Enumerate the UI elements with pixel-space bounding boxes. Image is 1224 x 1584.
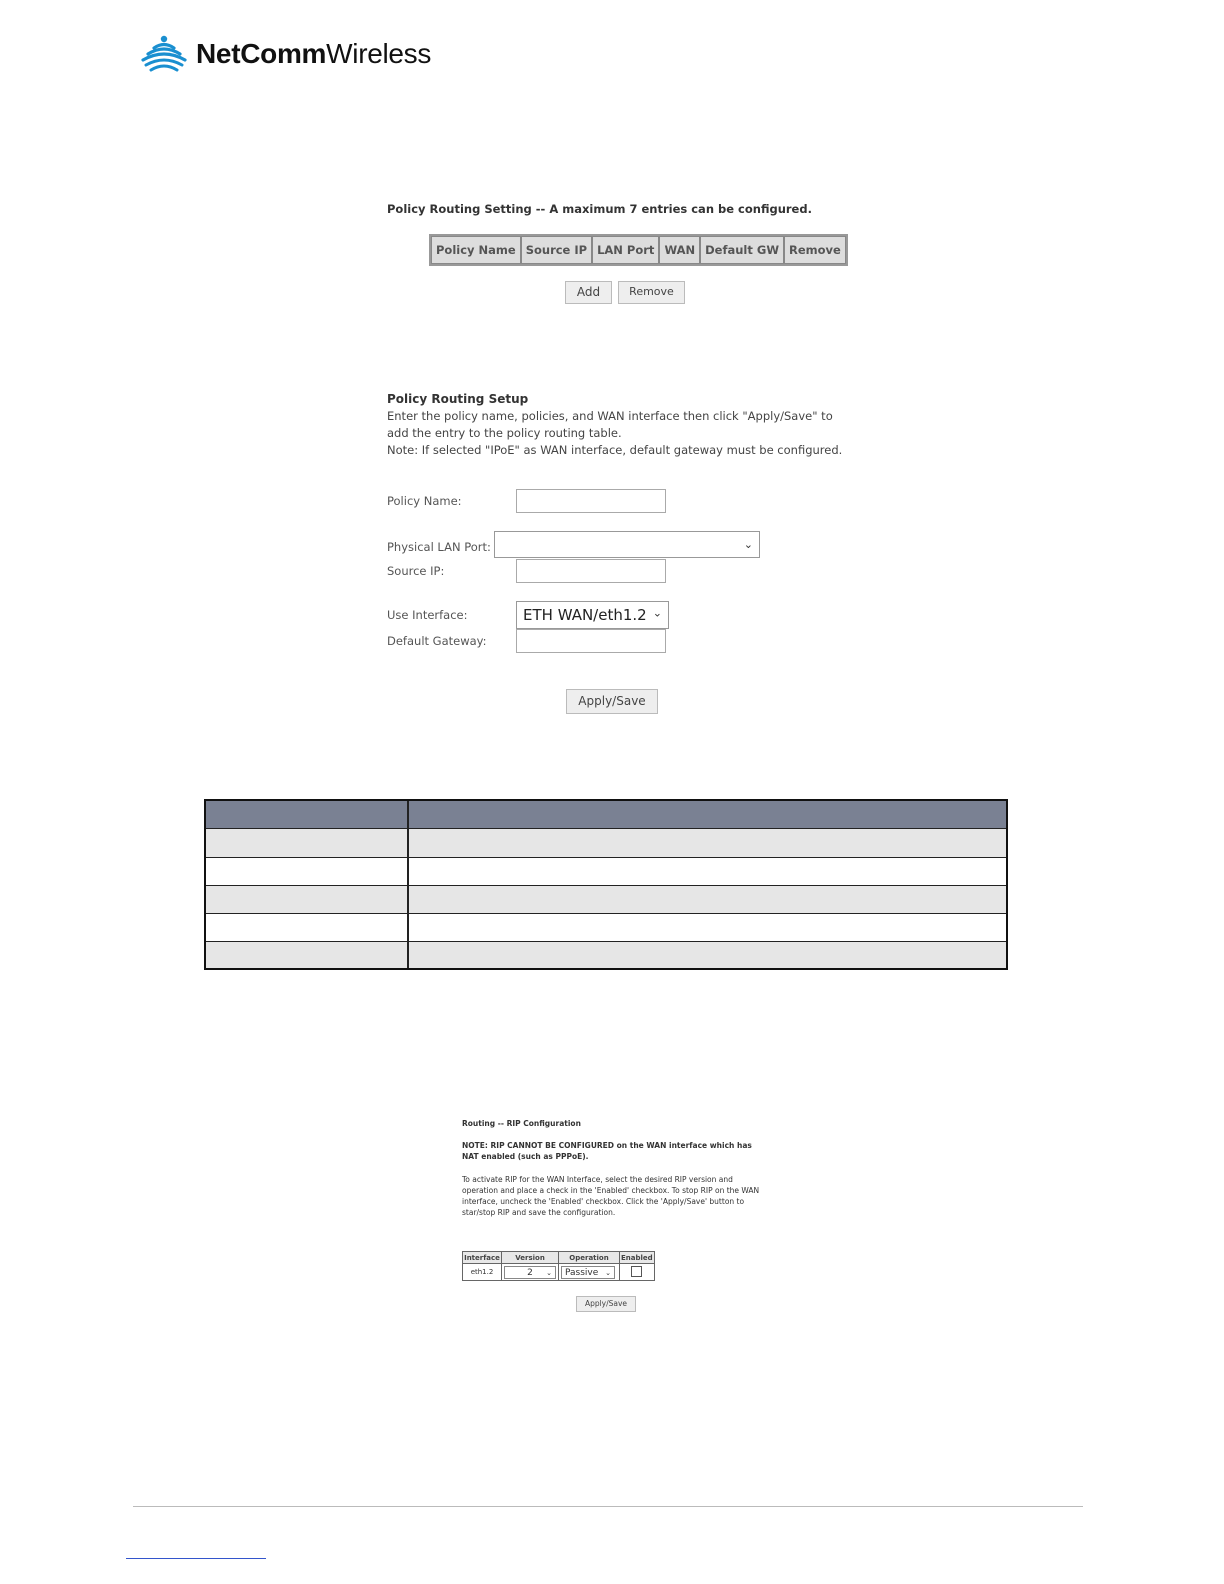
rip-table: [462, 1251, 655, 1281]
source-ip-label: Source IP:: [387, 564, 445, 578]
description-table-header: [206, 801, 1006, 828]
footer-divider: [133, 1506, 1083, 1507]
chevron-down-icon: ⌄: [652, 606, 662, 620]
description-table: [204, 799, 1008, 970]
use-interface-select[interactable]: [516, 601, 669, 629]
rip-column-version: Version: [502, 1252, 559, 1264]
chevron-down-icon: ⌄: [743, 537, 753, 551]
source-ip-input[interactable]: [516, 559, 666, 583]
use-interface-label: Use Interface:: [387, 608, 468, 622]
rip-column-operation: Operation: [559, 1252, 620, 1264]
table-row: [463, 1264, 655, 1281]
rip-version-value: 2: [527, 1267, 533, 1278]
rip-desc-line3: interface, uncheck the 'Enabled' checkbox. Click the 'Apply/Save' button to: [462, 1197, 745, 1206]
column-lan-port: LAN Port: [592, 236, 659, 264]
rip-note-line1: NOTE: RIP CANNOT BE CONFIGURED on the WAN interface which has: [462, 1141, 752, 1150]
rip-desc-line4: star/stop RIP and save the configuration.: [462, 1208, 616, 1217]
setup-instructions-line1: Enter the policy name, policies, and WAN interface then click "Apply/Save" to: [387, 409, 833, 423]
chevron-down-icon: ⌄: [546, 1268, 552, 1277]
rip-desc-line1: To activate RIP for the WAN Interface, select the desired RIP version and: [462, 1175, 733, 1184]
rip-apply-save-button[interactable]: Apply/Save: [576, 1296, 636, 1312]
rip-column-enabled: Enabled: [621, 1253, 653, 1262]
rip-version-cell: [502, 1264, 559, 1281]
footer-link-underline[interactable]: [126, 1558, 266, 1559]
column-policy-name: Policy Name: [431, 236, 521, 264]
policy-routing-setting-title: Policy Routing Setting -- A maximum 7 entries can be configured.: [387, 202, 812, 216]
chevron-down-icon: ⌄: [605, 1268, 611, 1277]
apply-save-button[interactable]: Apply/Save: [566, 689, 658, 714]
default-gateway-input[interactable]: [516, 629, 666, 653]
rip-operation-value: Passive: [565, 1267, 599, 1278]
use-interface-value: ETH WAN/eth1.2: [523, 606, 647, 624]
rip-operation-select[interactable]: [561, 1266, 615, 1279]
rip-desc-line2: operation and place a check in the 'Enabled' checkbox. To stop RIP on the WAN: [462, 1186, 760, 1195]
column-remove: Remove: [784, 236, 846, 264]
default-gateway-label: Default Gateway:: [387, 634, 487, 648]
table-row: [206, 857, 1006, 886]
rip-version-select[interactable]: [504, 1266, 556, 1279]
add-button[interactable]: Add: [565, 281, 612, 304]
remove-button[interactable]: Remove: [618, 281, 685, 304]
table-row: [206, 828, 1006, 857]
table-row: [206, 941, 1006, 968]
setup-note: Note: If selected "IPoE" as WAN interface, default gateway must be configured.: [387, 443, 843, 457]
table-row: [206, 885, 1006, 914]
policy-routing-setup-title: Policy Routing Setup: [387, 392, 529, 406]
policy-name-label: Policy Name:: [387, 494, 462, 508]
rip-enabled-cell: [620, 1264, 655, 1281]
netcomm-wifi-logo-icon: [140, 33, 188, 75]
rip-interface-cell: eth1.2: [463, 1264, 502, 1281]
column-source-ip: Source IP: [521, 236, 592, 264]
column-wan: WAN: [659, 236, 700, 264]
brand-logo-text: NetCommWireless: [196, 38, 432, 69]
policy-routing-table: [429, 234, 848, 266]
column-default-gw: Default GW: [700, 236, 784, 264]
rip-enabled-checkbox[interactable]: [631, 1266, 642, 1277]
rip-operation-cell: [559, 1264, 620, 1281]
setup-instructions-line2: add the entry to the policy routing table.: [387, 426, 622, 440]
column-divider: [407, 801, 409, 968]
table-row: [206, 913, 1006, 942]
rip-title: Routing -- RIP Configuration: [462, 1119, 581, 1128]
rip-note-line2: NAT enabled (such as PPPoE).: [462, 1152, 589, 1161]
physical-lan-port-label: Physical LAN Port:: [387, 540, 491, 554]
physical-lan-port-select[interactable]: [494, 531, 760, 558]
rip-column-interface: Interface: [464, 1253, 500, 1262]
policy-name-input[interactable]: [516, 489, 666, 513]
